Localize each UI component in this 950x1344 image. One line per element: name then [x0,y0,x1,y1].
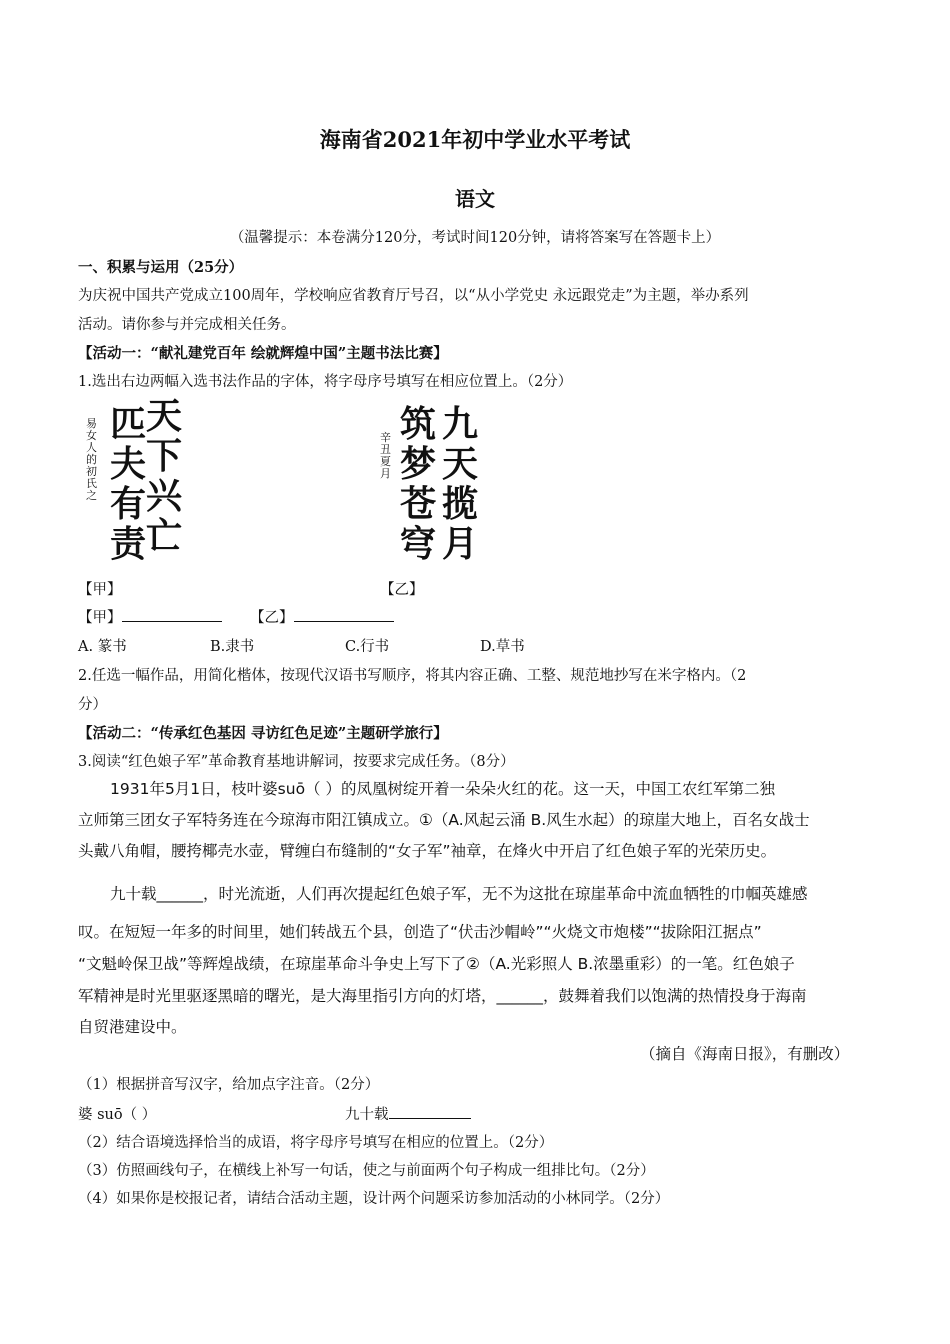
activity2-heading: 【活动二：“传承红色基因 寻访红色足迹”主题研学旅行】 [78,725,448,742]
activity1-heading: 【活动一：“献礼建党百年 绘就辉煌中国”主题书法比赛】 [78,345,448,362]
sub-question-1-answer-a: 婆 suō（ ） [78,1107,157,1123]
exam-subject: 语文 [455,187,495,211]
option-d: D.草书 [480,639,525,655]
answer-blank-jia[interactable] [122,607,222,622]
section1-intro-line2: 活动。请你参与并完成相关任务。 [78,317,296,333]
answer-label-jia: 【甲】 [78,610,122,626]
exam-tip: （温馨提示：本卷满分120分，考试时间120分钟，请将答案写在答题卡上） [229,230,721,246]
sub-question-2: （2）结合语境选择恰当的成语，将字母序号填写在相应的位置上。（2分） [78,1135,554,1151]
answer-label-yi: 【乙】 [250,610,294,626]
passage-p1-line3: 头戴八角帽，腰挎椰壳水壶，臂缠白布缝制的“女子军”袖章，在烽火中开启了红色娘子军的光荣历史。 [78,842,777,860]
passage-p2-line4: 军精神是时光里驱逐黑暗的曙光，是大海里指引方向的灯塔，______，鼓舞着我们以饱满的热情投身于海南 [78,987,807,1005]
option-c: C.行书 [345,639,390,655]
sub-question-3: （3）仿照画线句子，在横线上补写一句话，使之与前面两个句子构成一组排比句。（2分） [78,1163,655,1179]
calligraphy-jia-col2: 匹夫有责 [109,403,146,565]
label-yi: 【乙】 [380,582,424,598]
passage-p2-line3: “文魁岭保卫战”等辉煌战绩，在琼崖革命斗争史上写下了②（A.光彩照人 B.浓墨重彩）的一笔。红色娘子 [78,955,795,973]
answer-blank-yi[interactable] [294,607,394,622]
question-1: 1.选出右边两幅入选书法作品的字体，将字母序号填写在相应位置上。（2分） [78,374,573,390]
passage-p1-line1: 1931年5月1日，枝叶婆suō（ ）的凤凰树绽开着一朵朵火红的花。这一天，中国工农红军第二独 [110,780,775,798]
label-jia: 【甲】 [78,582,122,598]
sub-question-1-answer-b: 九十载 [345,1107,389,1123]
passage-p2-line5: 自贸港建设中。 [78,1018,187,1036]
section1-heading: 一、积累与运用（25分） [78,259,244,276]
exam-title: 海南省2021年初中学业水平考试 [319,127,631,152]
question-2-line2: 分） [78,697,107,713]
passage-p1-line2: 立师第三团女子军特务连在今琼海市阳江镇成立。①（A.风起云涌 B.风生水起）的琼崖大地上，百名女战士 [78,811,810,829]
calligraphy-yi-signature: 辛丑夏月 [380,431,391,480]
passage-source: （摘自《海南日报》，有删改） [640,1045,850,1063]
passage-p2-line2: 叹。在短短一年多的时间里，她们转战五个县，创造了“伏击沙帽岭”“火烧文市炮楼”“拔除阳江据点” [78,923,762,941]
option-a: A. 篆书 [78,639,127,655]
passage-p2-line1: 九十载______，时光流逝，人们再次提起红色娘子军，无不为这批在琼崖革命中流血牺牲的巾帼英雄感 [110,885,808,903]
calligraphy-jia-signature: 易女人的初氏之 [86,417,97,502]
sub-question-4: （4）如果你是校报记者，请结合活动主题，设计两个问题采访参加活动的小林同学。（2分） [78,1191,670,1207]
option-b: B.隶书 [210,639,255,655]
sub-question-1-blank-b[interactable] [389,1104,471,1119]
section1-intro-line1: 为庆祝中国共产党成立100周年，学校响应省教育厅号召，以“从小学党史 永远跟党走”为主题，举办系列 [78,288,749,304]
calligraphy-jia-col1: 天下兴亡 [145,395,182,557]
calligraphy-yi-col2: 筑梦苍穹 [399,403,436,565]
question-3: 3.阅读“红色娘子军”革命教育基地讲解词，按要求完成任务。（8分） [78,754,515,770]
calligraphy-yi-col1: 九天揽月 [441,403,478,565]
sub-question-1: （1）根据拼音写汉字，给加点字注音。（2分） [78,1077,380,1093]
question-2-line1: 2.任选一幅作品，用简化楷体，按现代汉语书写顺序，将其内容正确、工整、规范地抄写在米字格内。（2 [78,668,747,684]
